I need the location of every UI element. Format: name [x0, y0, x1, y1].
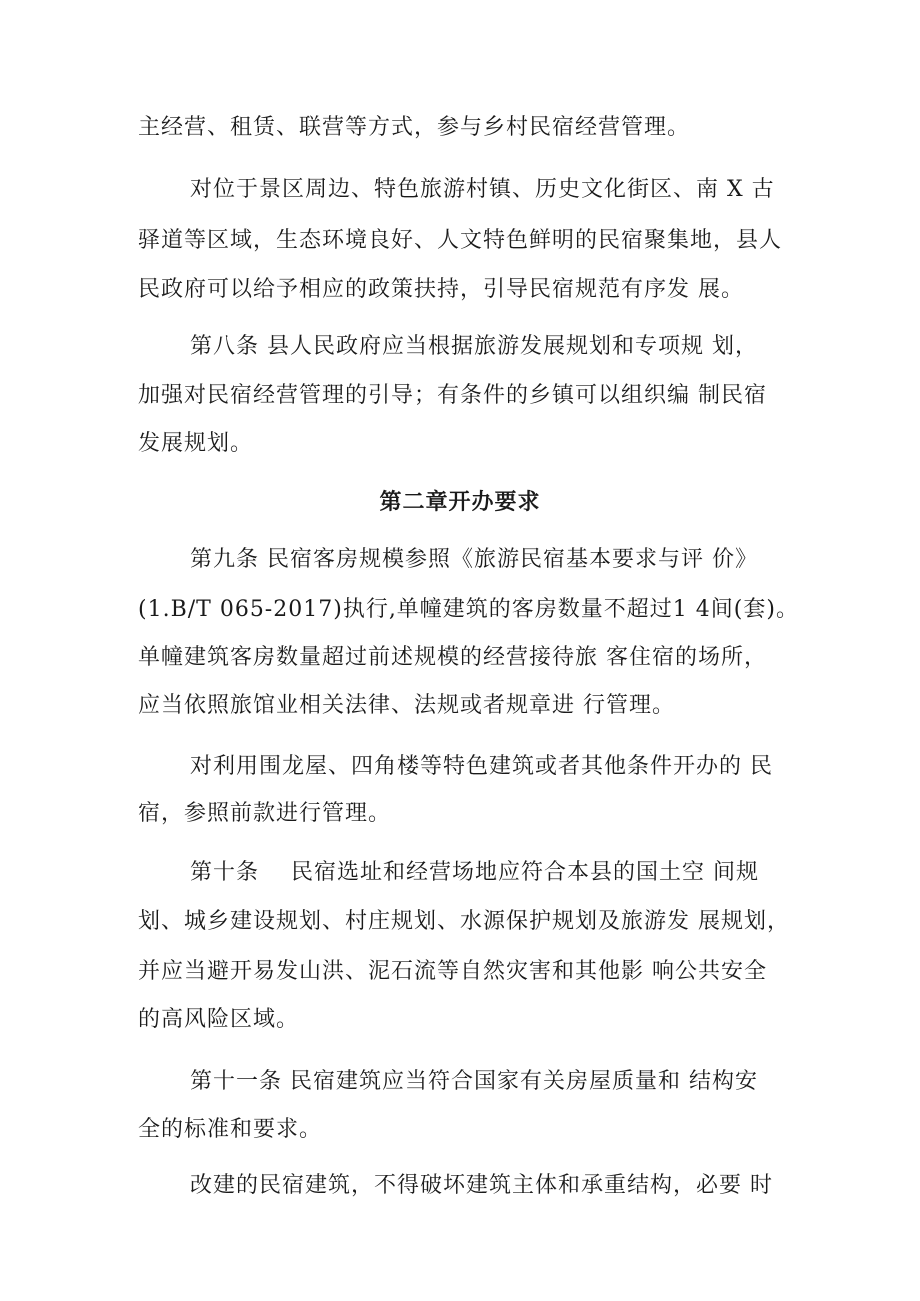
text-line: 改建的民宿建筑，不得破坏建筑主体和承重结构，必要 时	[190, 1173, 773, 1198]
text-line: (1.B/T 065-2017)执行,单幢建筑的客房数量不超过1 4间(套)。	[138, 597, 799, 622]
text-line: 驿道等区域，生态环境良好、人文特色鲜明的民宿聚集地，县人	[138, 228, 783, 253]
text-line: 的高风险区域。	[138, 1007, 300, 1032]
text-line: 加强对民宿经营管理的引导；有条件的乡镇可以组织编 制民宿	[138, 383, 767, 408]
text-line: 民政府可以给予相应的政策扶持，引导民宿规范有序发 展。	[138, 277, 744, 302]
text-line: 第九条 民宿客房规模参照《旅游民宿基本要求与评 价》	[190, 547, 758, 572]
text-line: 对利用围龙屋、四角楼等特色建筑或者其他条件开办的 民	[190, 754, 773, 779]
text-line: 对位于景区周边、特色旅游村镇、历史文化街区、南 X 古	[190, 177, 775, 202]
text-line: 全的标准和要求。	[138, 1117, 323, 1142]
text-line: 单幢建筑客房数量超过前述规模的经营接待旅 客住宿的场所，	[138, 645, 767, 670]
text-line: 宿，参照前款进行管理。	[138, 801, 392, 826]
text-line: 第十条 民宿选址和经营场地应符合本县的国土空 间规	[190, 860, 759, 885]
text-line: 并应当避开易发山洪、泥石流等自然灾害和其他影 响公共安全	[138, 959, 767, 984]
text-line: 发展规划。	[138, 431, 254, 456]
text-line: 主经营、租赁、联营等方式，参与乡村民宿经营管理。	[138, 115, 691, 140]
text-line: 第八条 县人民政府应当根据旅游发展规划和专项规 划，	[190, 334, 758, 359]
text-line: 应当依照旅馆业相关法律、法规或者规章进 行管理。	[138, 693, 675, 718]
text-line: 第十一条 民宿建筑应当符合国家有关房屋质量和 结构安	[190, 1069, 758, 1094]
text-line: 划、城乡建设规划、村庄规划、水源保护规划及旅游发 展规划，	[138, 909, 790, 934]
chapter-heading: 第二章开办要求	[379, 490, 541, 515]
